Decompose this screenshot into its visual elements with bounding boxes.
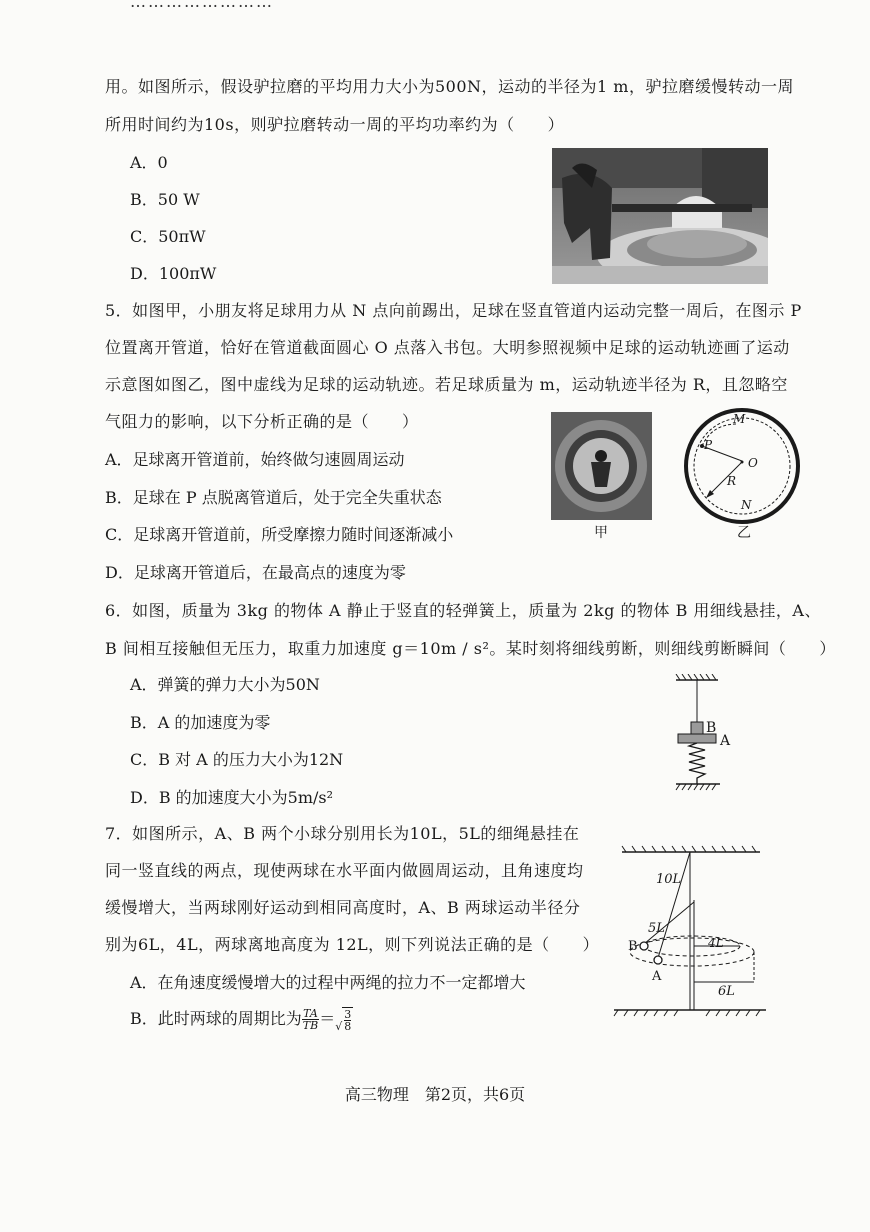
q5-option-c: C．足球离开管道前，所受摩擦力随时间逐渐减小 [105,525,454,544]
q6-line2: B 间相互接触但无压力，取重力加速度 g＝10m / s²。某时刻将细线剪断，则细线剪断瞬间（ ） [105,639,836,658]
q5-line2: 位置离开管道，恰好在管道截面圆心 O 点落入书包。大明参照视频中足球的运动轨迹画了运动 [105,338,790,357]
q5-line4: 气阻力的影响，以下分析正确的是（ ） [105,412,419,431]
label-ball-a: A [652,969,662,984]
q4-option-c: C．50πW [130,227,206,246]
conical-pendulum-diagram [610,840,770,1022]
label-5l: 5L [648,921,665,936]
page-footer: 高三物理 第2页，共6页 [344,1085,526,1104]
q6-option-d: D．B 的加速度大小为5m/s² [130,788,334,807]
label-block-a: A [720,733,731,749]
label-p: P [704,438,713,452]
q6-option-c: C．B 对 A 的压力大小为12N [130,750,344,769]
q4-option-b: B．50 W [130,190,200,209]
fraction-denominator: TB [302,1019,319,1032]
q6-option-b: B．A 的加速度为零 [130,713,271,732]
label-ball-b: B [628,939,638,954]
label-4l: 4L [708,936,724,950]
q7-line2: 同一竖直线的两点，现使两球在水平面内做圆周运动，且角速度均 [105,861,584,880]
label-o: O [748,456,758,470]
header-cut-text: …………………… [130,0,274,11]
q4-line1: 用。如图所示，假设驴拉磨的平均用力大小为500N，运动的半径为1 m，驴拉磨缓慢转动一周 [105,77,794,96]
q7-option-a: A．在角速度缓慢增大的过程中两绳的拉力不一定都增大 [130,973,526,992]
label-n: N [741,498,752,512]
q7-line1: 7．如图所示，A、B 两个小球分别用长为10L，5L的细绳悬挂在 [105,824,580,843]
period-ratio-fraction [302,1008,319,1031]
square-root-expression: √ $\frac{3}{8}$ [335,1008,352,1033]
q5-option-d: D．足球离开管道后，在最高点的速度为零 [105,563,406,582]
q4-option-d: D．100πW [130,264,217,283]
label-m: M [733,412,746,426]
figure-label-jia: 甲 [594,525,608,541]
label-10l: 10L [656,872,682,887]
q7-option-b [130,1006,353,1032]
q7-line4: 别为6L，4L，两球离地高度为 12L，则下列说法正确的是（ ） [105,935,600,954]
fraction-numerator: TA [303,1007,318,1020]
q6-line1: 6．如图，质量为 3kg 的物体 A 静止于竖直的轻弹簧上，质量为 2kg 的物体 B 用细线悬挂，A、 [105,601,821,620]
q4-option-a: A．0 [130,153,168,172]
equals-sign: ＝ [319,1009,336,1028]
label-r: R [727,474,737,488]
q5-line3: 示意图如图乙，图中虚线为足球的运动轨迹。若足球质量为 m，运动轨迹半径为 R，且忽略空 [105,375,788,394]
figure-label-yi: 乙 [737,525,751,541]
label-6l: 6L [718,984,735,999]
q4-line2: 所用时间约为10s，则驴拉磨转动一周的平均功率约为（ ） [105,115,565,134]
label-block-b: B [706,720,717,736]
donkey-mill-photo [552,148,768,284]
q5-line1: 5．如图甲，小朋友将足球用力从 N 点向前踢出，足球在竖直管道内运动完整一周后，在图示 P [105,301,802,320]
q6-option-a: A．弹簧的弹力大小为50N [130,675,320,694]
sqrt-numerator: 3 [344,1008,352,1021]
q7-option-b-prefix: B．此时两球的周期比为 [130,1009,302,1028]
sqrt-denominator: 8 [344,1020,352,1033]
q7-line3: 缓慢增大，当两球刚好运动到相同高度时，A、B 两球运动半径分 [105,898,581,917]
pipe-photo [551,412,652,520]
q5-option-b: B．足球在 P 点脱离管道后，处于完全失重状态 [105,488,442,507]
q5-option-a: A．足球离开管道前，始终做匀速圆周运动 [105,450,405,469]
